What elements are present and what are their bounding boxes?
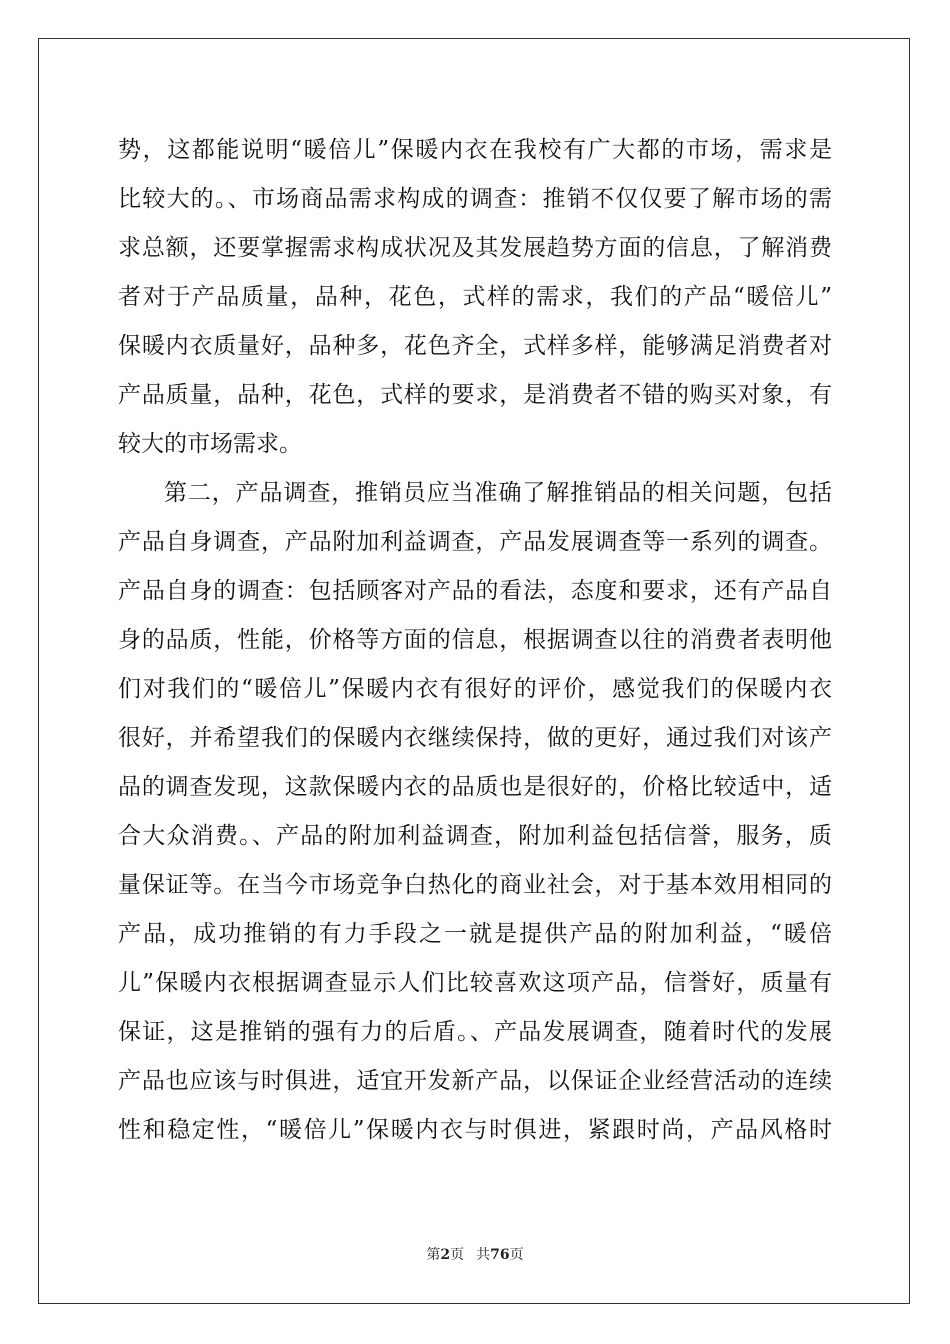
text-line: 们对我们的“暖倍儿”保暖内衣有很好的评价，感觉我们的保暖内衣 bbox=[118, 676, 832, 702]
page-prefix: 第 bbox=[426, 1247, 441, 1263]
text-line: 比较大的。、市场商品需求构成的调查：推销不仅仅要了解市场的需 bbox=[118, 186, 832, 212]
text-line: 身的品质，性能，价格等方面的信息，根据调查以往的消费者表明他 bbox=[118, 627, 832, 653]
text-line: 产品自身的调查：包括顾客对产品的看法，态度和要求，还有产品自 bbox=[118, 578, 832, 604]
total-pages: 76 bbox=[490, 1247, 510, 1263]
paragraph-2 bbox=[118, 469, 832, 1155]
total-prefix: 共 bbox=[476, 1247, 491, 1263]
text-line: 量保证等。在当今市场竞争白热化的商业社会，对于基本效用相同的 bbox=[118, 872, 832, 898]
text-line: 产品，成功推销的有力手段之一就是提供产品的附加利益，“暖倍 bbox=[118, 921, 832, 947]
text-line: 保暖内衣质量好，品种多，花色齐全，式样多样，能够满足消费者对 bbox=[118, 333, 832, 359]
text-line: 产品也应该与时俱进，适宜开发新产品，以保证企业经营活动的连续 bbox=[118, 1068, 832, 1094]
text-line: 很好，并希望我们的保暖内衣继续保持，做的更好，通过我们对该产 bbox=[118, 725, 832, 751]
text-line: 产品自身调查，产品附加利益调查，产品发展调查等一系列的调查。 bbox=[118, 529, 832, 555]
total-suffix: 页 bbox=[509, 1247, 524, 1263]
text-line: 合大众消费。、产品的附加利益调查，附加利益包括信誉，服务，质 bbox=[118, 823, 832, 849]
text-line: 性和稳定性，“暖倍儿”保暖内衣与时俱进，紧跟时尚，产品风格时 bbox=[118, 1117, 832, 1143]
document-body bbox=[118, 126, 832, 1155]
page-suffix: 页 bbox=[450, 1247, 465, 1263]
text-line: 较大的市场需求。 bbox=[118, 431, 302, 457]
page-footer bbox=[0, 1244, 950, 1264]
text-line: 者对于产品质量，品种，花色，式样的需求，我们的产品“暖倍儿” bbox=[118, 284, 832, 310]
text-line: 势，这都能说明“暖倍儿”保暖内衣在我校有广大都的市场，需求是 bbox=[118, 137, 832, 163]
text-line: 保证，这是推销的强有力的后盾。、产品发展调查，随着时代的发展 bbox=[118, 1019, 832, 1045]
page-number: 2 bbox=[440, 1247, 451, 1263]
text-line: 求总额，还要掌握需求构成状况及其发展趋势方面的信息，了解消费 bbox=[118, 235, 832, 261]
paragraph-1 bbox=[118, 126, 832, 469]
text-line: 儿”保暖内衣根据调查显示人们比较喜欢这项产品，信誉好，质量有 bbox=[118, 970, 832, 996]
text-line: 品的调查发现，这款保暖内衣的品质也是很好的，价格比较适中，适 bbox=[118, 774, 832, 800]
text-line: 产品质量，品种，花色，式样的要求，是消费者不错的购买对象，有 bbox=[118, 382, 832, 408]
text-line: 第二，产品调查，推销员应当准确了解推销品的相关问题，包括 bbox=[164, 480, 832, 506]
